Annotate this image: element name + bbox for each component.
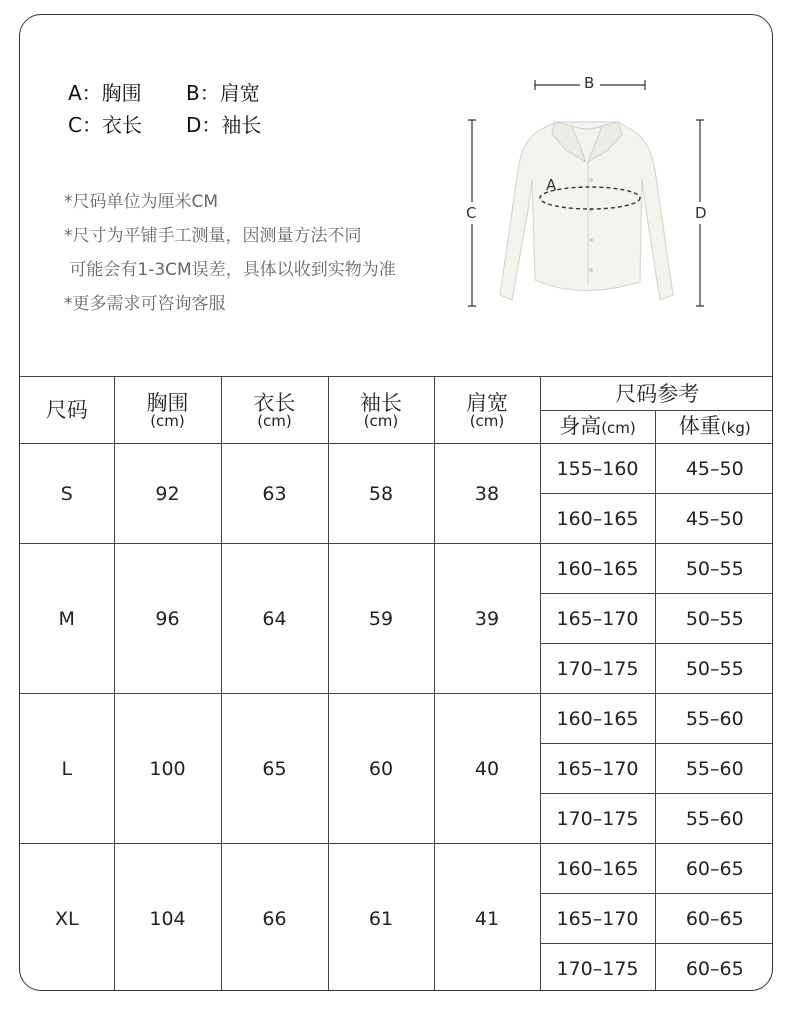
shoulder-cell: 41 (434, 844, 540, 992)
table-row (20, 544, 773, 594)
height-cell: 160–165 (540, 544, 655, 594)
table-row (20, 444, 773, 494)
legend-a: A：胸围 (68, 81, 142, 105)
size-cell: S (20, 444, 114, 544)
note-line: *尺码单位为厘米CM (64, 192, 219, 212)
weight-cell: 60–65 (655, 944, 773, 992)
note-line: *更多需求可咨询客服 (64, 294, 226, 314)
shirt-illustration (460, 70, 720, 320)
height-cell: 160–165 (540, 844, 655, 894)
chest-cell: 100 (114, 694, 221, 844)
header-shoulder: 肩宽 (cm) (434, 377, 540, 444)
height-cell: 165–170 (540, 894, 655, 944)
note-line: *尺寸为平铺手工测量，因测量方法不同 (64, 226, 362, 246)
chest-cell: 96 (114, 544, 221, 694)
weight-cell: 55–60 (655, 694, 773, 744)
length-cell: 65 (221, 694, 328, 844)
size-chart-card (19, 14, 773, 991)
shirt-diagram (460, 70, 720, 320)
header-height: 身高(cm) (540, 411, 655, 444)
weight-cell: 55–60 (655, 744, 773, 794)
sleeve-cell: 59 (328, 544, 434, 694)
shoulder-cell: 40 (434, 694, 540, 844)
measurement-legend (68, 77, 261, 141)
shoulder-cell: 39 (434, 544, 540, 694)
header-size-reference: 尺码参考 (540, 377, 773, 411)
header-length: 衣长 (cm) (221, 377, 328, 444)
weight-cell: 55–60 (655, 794, 773, 844)
header-size: 尺码 (20, 377, 114, 444)
length-cell: 63 (221, 444, 328, 544)
height-cell: 160–165 (540, 494, 655, 544)
height-cell: 170–175 (540, 794, 655, 844)
legend-b: B：肩宽 (186, 81, 260, 105)
header-chest: 胸围 (cm) (114, 377, 221, 444)
size-cell: L (20, 694, 114, 844)
label-d: D (695, 204, 707, 222)
sleeve-cell: 60 (328, 694, 434, 844)
weight-cell: 50–55 (655, 594, 773, 644)
shoulder-cell: 38 (434, 444, 540, 544)
label-c: C (466, 204, 477, 222)
height-cell: 155–160 (540, 444, 655, 494)
table-row (20, 844, 773, 894)
height-cell: 170–175 (540, 944, 655, 992)
sleeve-cell: 58 (328, 444, 434, 544)
weight-cell: 50–55 (655, 544, 773, 594)
chest-cell: 104 (114, 844, 221, 992)
label-a: A (546, 176, 557, 194)
height-cell: 170–175 (540, 644, 655, 694)
header-sleeve: 袖长 (cm) (328, 377, 434, 444)
sleeve-cell: 61 (328, 844, 434, 992)
measurement-notes (64, 185, 396, 321)
length-cell: 64 (221, 544, 328, 694)
weight-cell: 45–50 (655, 444, 773, 494)
weight-cell: 60–65 (655, 844, 773, 894)
height-cell: 165–170 (540, 594, 655, 644)
label-b: B (584, 74, 595, 92)
legend-d: D：袖长 (186, 113, 262, 137)
size-cell: XL (20, 844, 114, 992)
height-cell: 160–165 (540, 694, 655, 744)
note-line: 可能会有1-3CM误差，具体以收到实物为准 (64, 260, 396, 280)
weight-cell: 50–55 (655, 644, 773, 694)
chest-cell: 92 (114, 444, 221, 544)
size-cell: M (20, 544, 114, 694)
height-cell: 165–170 (540, 744, 655, 794)
legend-c: C：衣长 (68, 113, 142, 137)
size-table (20, 376, 773, 991)
weight-cell: 45–50 (655, 494, 773, 544)
weight-cell: 60–65 (655, 894, 773, 944)
length-cell: 66 (221, 844, 328, 992)
header-weight: 体重(kg) (655, 411, 773, 444)
table-row (20, 694, 773, 744)
